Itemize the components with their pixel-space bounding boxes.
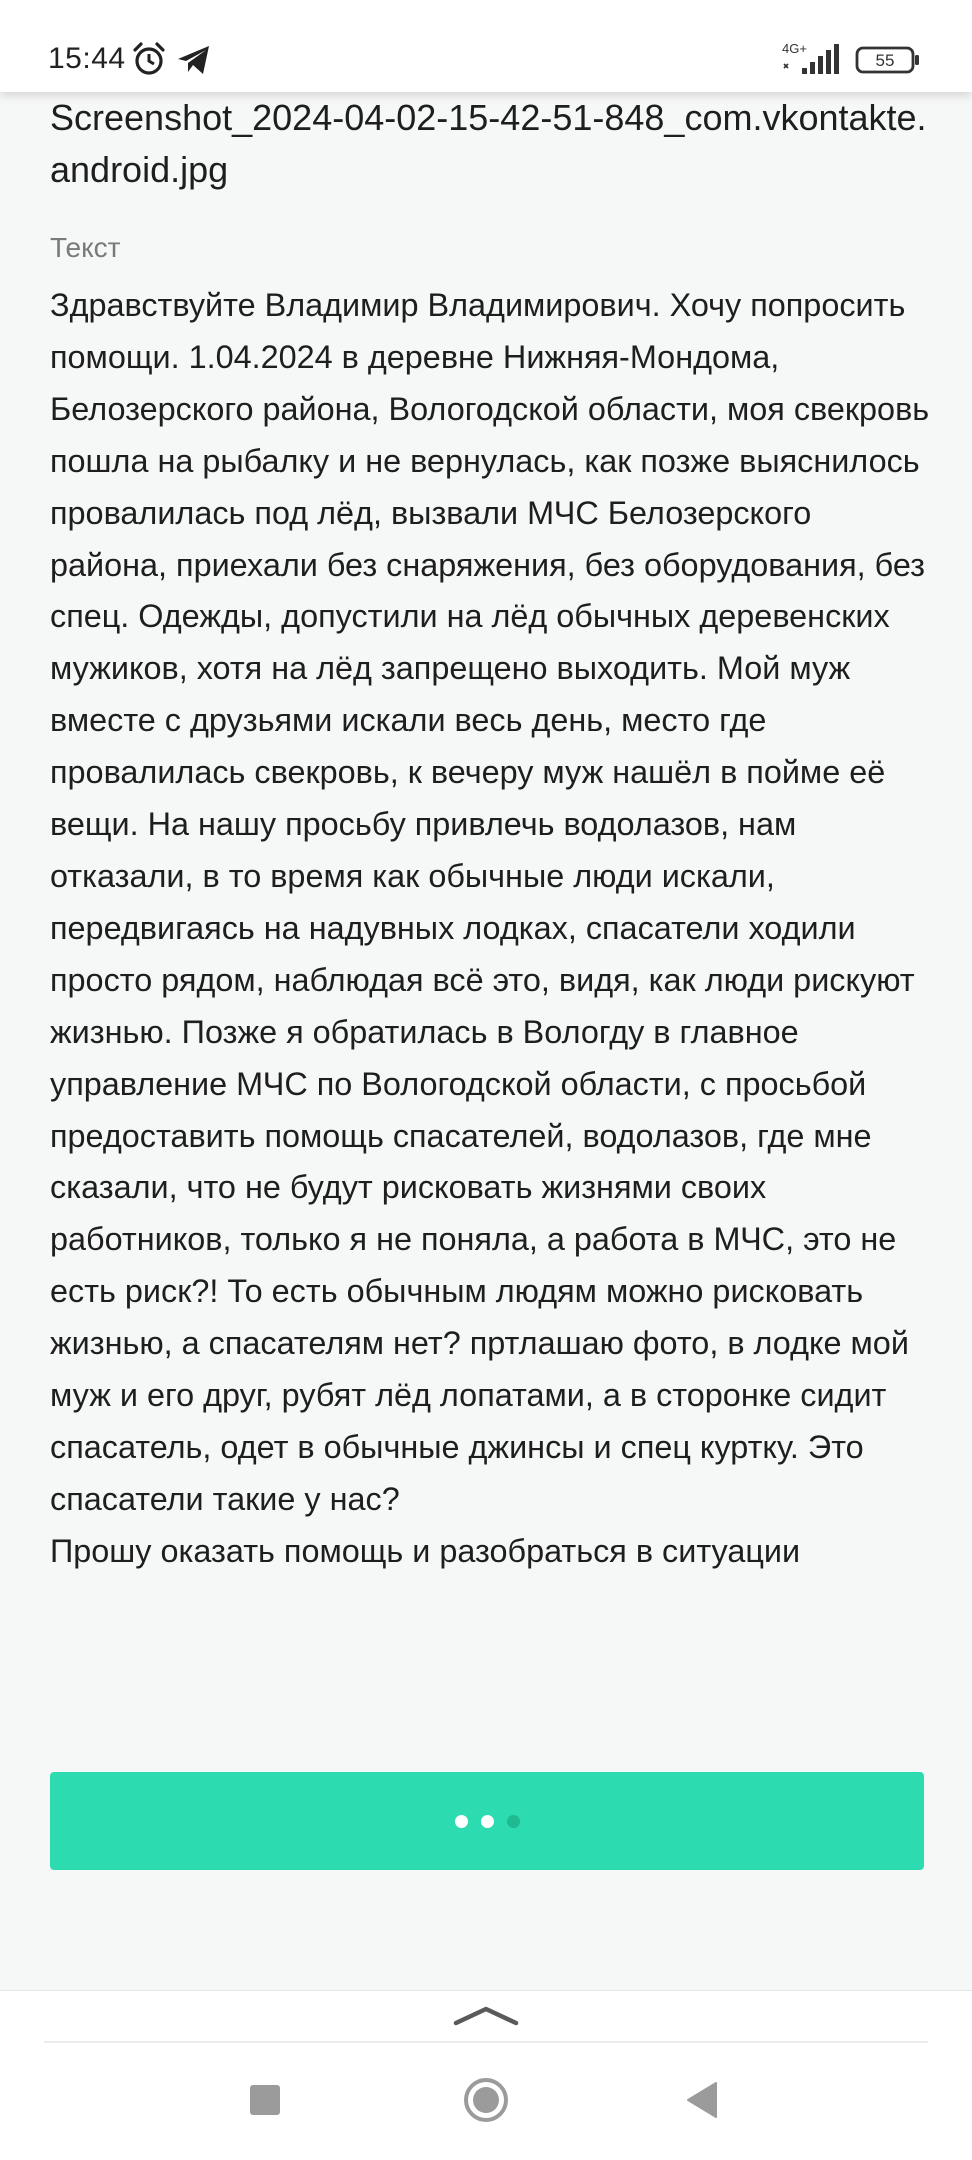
attachment-filename[interactable]: Screenshot_2024-04-02-15-42-51-848_com.vkontakte.android.jpg [50,97,927,190]
recent-apps-button[interactable] [248,2083,282,2117]
alarm-icon [131,41,167,77]
message-content [50,92,930,1578]
loading-dot [455,1815,468,1828]
status-time: 15:44 [48,42,126,75]
back-button[interactable] [684,2080,720,2120]
telegram-icon [176,44,212,76]
battery-icon [855,45,921,75]
status-bar [0,0,972,92]
message-body: Здравствуйте Владимир Владимирович. Хочу попросить помощи. 1.04.2024 в деревне Нижняя-Мондома, Белозерского района, Вологодской области, моя свекровь пошла на рыбалку и не вернулась, как позже выяснилось провалилась под лёд, вызвали МЧС Белозерского района, приехали без снаряжения, без оборудования, без спец. Одежды, допустили на лёд обычных деревенских мужиков, хотя на лёд запрещено выходить. Мой муж вместе с друзьями искали весь день, место где провалилась свекровь, к вечеру муж нашёл в пойме её вещи. На нашу просьбу привлечь водолазов, нам отказали, в то время как обычные люди искали, передвигаясь на надувных лодках, спасатели ходили просто рядом, наблюдая всё это, видя, как люди рискуют жизнью. Позже я обратилась в Вологду в главное управление МЧС по Вологодской области, с просьбой предоставить помощь спасателей, водолазов, где мне сказали, что не будут рисковать жизнями своих работников, только я не поняла, а работа в МЧС, это не есть риск?! То есть обычным людям можно рисковать жизнью, а спасателям нет? пртлашаю фото, в лодке мой муж и его друг, рубят лёд лопатами, а в сторонке сидит спасатель, одет в обычные джинсы и спец куртку. Это спасатели такие у нас? Прошу оказать помощь и разобраться в ситуации [50,287,930,1569]
signal-icon [780,40,846,76]
network-type: 4G+ [782,41,807,56]
battery-level: 55 [875,51,895,70]
text-section-label: Текст [50,232,121,263]
submit-button[interactable] [50,1772,924,1870]
chevron-up-icon[interactable] [452,2003,520,2027]
loading-dot [481,1815,494,1828]
loading-dot [507,1815,520,1828]
home-button[interactable] [463,2077,509,2123]
nav-divider [44,2041,928,2043]
